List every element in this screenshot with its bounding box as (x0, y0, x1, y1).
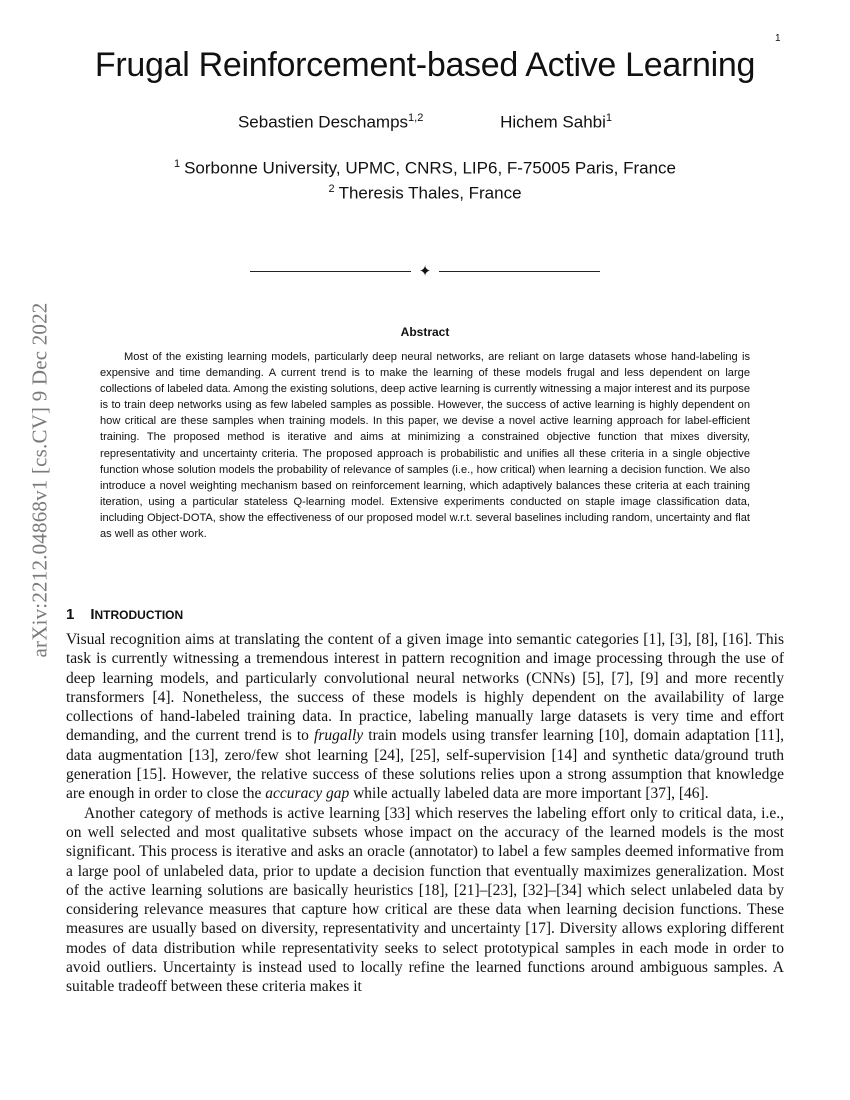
title-divider (250, 264, 600, 279)
paragraph-1 (66, 630, 784, 804)
page-number: 1 (775, 33, 781, 44)
paragraph-2: Another category of methods is active learning [33] which reserves the labeling effort only to critical data, i.e., on well selected and most qualitative subsets whose impact on the accuracy of the learned models is the most significant. This process is iterative and asks an oracle (annotator) to label a few samples deemed informative from a large pool of unlabeled data, prior to update a decision function that eventually maximizes generalization. Most of the active learning solutions are basically heuristics [18], [21]–[23], [32]–[34] which select unlabeled data by considering relevance measures that capture how critical are these data when learning decision functions. These measures are usually based on diversity, representativity and uncertainty [17]. Diversity allows exploring different modes of data distribution while representativity seeks to select prototypical samples in each mode in order to avoid outliers. Uncertainty is instead used to locally refine the learned functions around ambiguous samples. A suitable tradeoff between these criteria makes it (66, 804, 784, 996)
section-title-rest: NTRODUCTION (94, 608, 184, 622)
divider-line-right (439, 271, 600, 272)
emphasis-accuracy-gap: accuracy gap (265, 785, 350, 803)
affil-text: Sorbonne University, UPMC, CNRS, LIP6, F-75005 Paris, France (184, 158, 677, 178)
author-1 (238, 112, 423, 133)
author-affil-sup: 1 (605, 112, 613, 124)
affiliation-1 (0, 158, 850, 179)
abstract-body: Most of the existing learning models, particularly deep neural networks, are reliant on large datasets whose hand-labeling is expensive and time demanding. A current trend is to make the learning of these models frugal and less dependent on large collections of labeled data. Among the existing solutions, deep active learning is currently witnessing a major interest and its purpose is to train deep networks using as few labeled samples as possible. However, the success of active learning is highly dependent on how critical are these samples when training models. In this paper, we devise a novel active learning approach for label-efficient training. The proposed method is iterative and aims at minimizing a constrained objective function that mixes diversity, representativity and uncertainty criteria. The proposed approach is probabilistic and unifies all these criteria in a single objective function whose solution models the probability of relevance of samples (i.e., how critical) when learning a decision function. We also introduce a novel weighting mechanism based on reinforcement learning, which adaptively balances these criteria at each training iteration, using a particular stateless Q-learning model. Extensive experiments conducted on staple image classification data, including Object-DOTA, show the effectiveness of our proposed model w.r.t. several baselines including random, uncertainty and flat as well as other work. (100, 351, 750, 541)
emphasis-frugally: frugally (314, 727, 364, 745)
paper-title: Frugal Reinforcement-based Active Learning (94, 46, 756, 84)
divider-line-left (250, 271, 411, 272)
author-name: Sebastien Deschamps (237, 112, 409, 132)
author-list (0, 112, 850, 133)
author-affil-sup: 1,2 (408, 112, 424, 124)
arxiv-stamp: arXiv:2212.04868v1 [cs.CV] 9 Dec 2022 (27, 302, 52, 658)
abstract-heading: Abstract (400, 325, 450, 339)
affiliation-2 (0, 183, 850, 204)
body-text (66, 630, 784, 997)
paragraph-1-part-c: while actually labeled data are more important [37], [46]. (349, 785, 709, 803)
paragraph-1-part-a: Visual recognition aims at translating the content of a given image into semantic categories [1], [3], [8], [16]. This task is currently witnessing a tremendous interest in pattern recognition and image processing through the use of deep learning models, and particularly convolutional neural networks (CNNs) [5], [7], [9] and more recently transformers [4]. Nonetheless, the success of these models is highly dependent on the availability of large collections of hand-labeled training data. In practice, labeling manually large datasets is very time and effort demanding, and the current trend is to (66, 631, 784, 745)
divider-star-icon: ✦ (418, 262, 432, 280)
affil-text: Theresis Thales, France (338, 183, 522, 203)
affil-sup: 1 (173, 158, 181, 170)
affil-sup: 2 (328, 183, 335, 195)
section-title-initial: I (90, 606, 95, 623)
section-heading (66, 606, 183, 623)
section-number: 1 (66, 606, 75, 623)
author-2 (500, 112, 612, 133)
paragraph-1-part-b: train models using transfer learning [10], domain adaptation [11], data augmentation [13], zero/few shot learning [24], [25], self-supervision [14] and synthetic data/ground truth generation [15]. However, the relative success of these solutions relies upon a strong assumption that knowledge are enough in order to close the (66, 727, 784, 803)
author-name: Hichem Sahbi (500, 112, 606, 132)
